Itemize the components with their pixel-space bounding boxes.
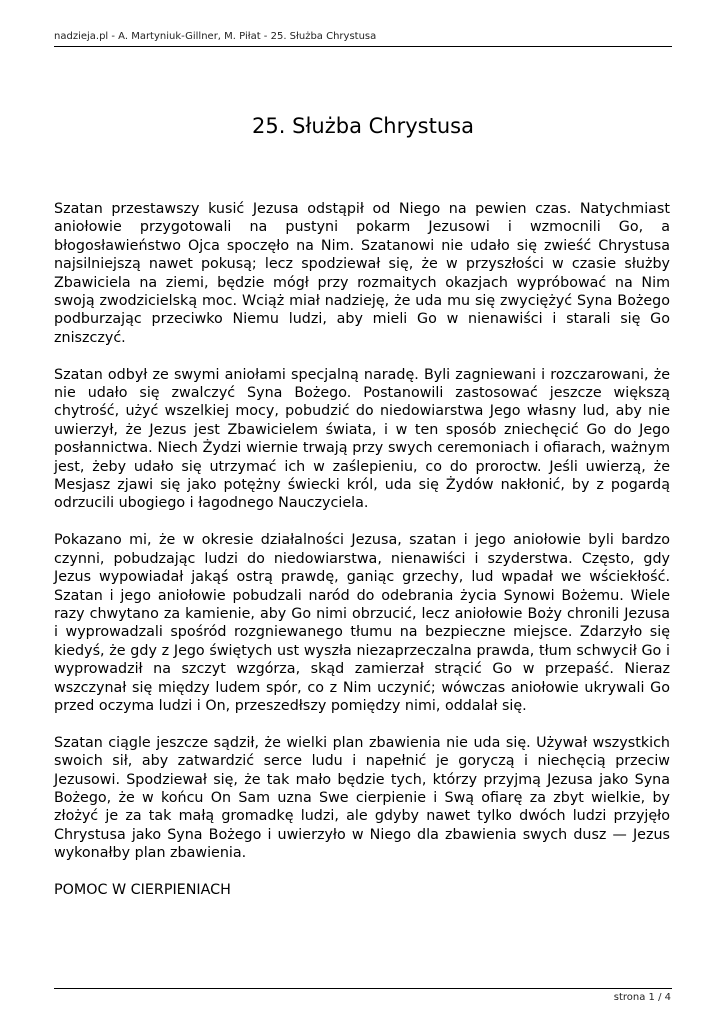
- paragraph: Szatan odbył ze swymi aniołami specjalną naradę. Byli zagniewani i rozczarowani, że nie udało się zwalczyć Syna Bożego. Postanowili zastosować jeszcze większą chytrość, użyć wszelkiej mocy, pobudzić do niedowiarstwa Jego własny lud, aby nie uwierzył, że Jezus jest Zbawicielem świata, i w ten sposób zniechęcić Go do Jego posłannictwa. Niech Żydzi wiernie trwają przy swych ceremoniach i ofiarach, ważnym jest, żeby udało się utrzymać ich w zaślepieniu, co do proroctw. Jeśli uwierzą, że Mesjasz zjawi się jako potężny świecki król, uda się Żydów nakłonić, by z pogardą odrzucili ubogiego i łagodnego Nauczyciela.: [54, 366, 670, 512]
- paragraph: Szatan ciągle jeszcze sądził, że wielki plan zbawienia nie uda się. Używał wszystkich swoich sił, aby zatwardzić serce ludu i napełnić je goryczą i niechęcią przeciw Jezusowi. Spodziewał się, że tak mało będzie tych, którzy przyjmą Jezusa jako Syna Bożego, że w końcu On Sam uzna Swe cierpienie i Swą ofiarę za zbyt wielkie, by złożyć je za tak małą gromadkę ludzi, ale gdyby nawet tylko dwóch ludzi przyjęło Chrystusa jako Syna Bożego i uwierzyło w Niego dla zbawienia swych dusz — Jezus wykonałby plan zbawienia.: [54, 734, 670, 862]
- paragraph: Szatan przestawszy kusić Jezusa odstąpił od Niego na pewien czas. Natychmiast aniołowie przygotowali na pustyni pokarm Jezusowi i wzmocnili Go, a błogosławieństwo Ojca spoczęło na Nim. Szatanowi nie udało się zwieść Chrystusa najsilniejszą nawet pokusą; lecz spodziewał się, że w przyszłości w czasie służby Zbawiciela na ziemi, będzie mógł przy rozmaitych okazjach wypróbować na Nim swoją zwodzicielską moc. Wciąż miał nadzieję, że uda mu się zwyciężyć Syna Bożego podburzając przeciwko Niemu ludzi, aby mieli Go w nienawiści i starali się Go zniszczyć.: [54, 201, 670, 346]
- footer-divider: [54, 988, 672, 989]
- paragraph: Pokazano mi, że w okresie działalności Jezusa, szatan i jego aniołowie byli bardzo czynni, pobudzając ludzi do niedowiarstwa, nienawiści i szyderstwa. Często, gdy Jezus wypowiadał jakąś ostrą prawdę, ganiąc grzechy, lud wpadał we wściekłość. Szatan i jego aniołowie pobudzali naród do odebrania życia Synowi Bożemu. Wiele razy chwytano za kamienie, aby Go nimi obrzucić, lecz aniołowie Boży chronili Jezusa i wyprowadzali spośród rozgniewanego tłumu na bezpieczne miejsce. Zdarzyło się kiedyś, że gdy z Jego świętych ust wyszła niezaprzeczalna prawda, tłum schwycił Go i wyprowadził na szczyt wzgórza, skąd zamierzał strącić Go w przepaść. Nieraz wszczynał się między ludem spór, co z Nim uczynić; wówczas aniołowie ukrywali Go przed oczyma ludzi i On, przeszedłszy pomiędzy nimi, oddalał się.: [54, 532, 670, 714]
- section-heading: POMOC W CIERPIENIACH: [54, 881, 231, 898]
- article-body: [54, 200, 670, 918]
- document-header: nadzieja.pl - A. Martyniuk-Gillner, M. Piłat - 25. Służba Chrystusa: [54, 31, 377, 42]
- page-number: strona 1 / 4: [613, 992, 671, 1003]
- header-divider: [54, 46, 672, 47]
- page-title: 25. Służba Chrystusa: [252, 114, 474, 138]
